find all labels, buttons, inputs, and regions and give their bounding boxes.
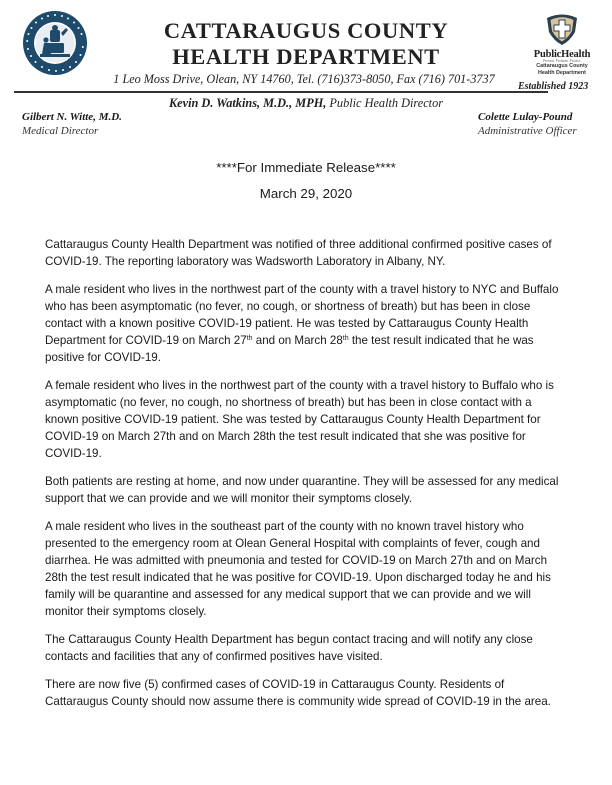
ordinal-suffix: th [246, 335, 253, 342]
release-date: March 29, 2020 [259, 186, 353, 201]
paragraph-intro: Cattaraugus County Health Department was notified of three additional confirmed positive cases of COVID-19. The reporting laboratory was Wadsworth Laboratory in Albany, NY. [45, 238, 552, 268]
medical-director-block [22, 110, 122, 138]
ordinal-suffix: th [342, 335, 349, 342]
release-heading: ****For Immediate Release**** [216, 160, 396, 175]
administrative-officer-block [478, 110, 577, 138]
director-title: Public Health Director [326, 96, 444, 110]
case1-text-c: the test result indicated that he was positive for COVID-19. [45, 334, 534, 364]
public-health-logo [520, 12, 604, 77]
established-year: Established 1923 [518, 81, 589, 92]
medical-director-role: Medical Director [22, 125, 99, 137]
public-health-tagline: Prevent. Promote. Protect. [543, 59, 581, 63]
paragraph-case-2: A female resident who lives in the northwest part of the county with a travel history to Buffalo who is asymptomatic (no fever, no cough, no shortness of breath) but has been in close contact with a known positive COVID-19 patient. She was tested by Cattaraugus County Health Department for COVID-19 on March 27th and on March 28th the test result indicated that she was positive for COVID-19. [45, 379, 554, 460]
paragraph-quarantine: Both patients are resting at home, and now under quarantine. They will be assessed for any medical support that we can provide and we will monitor their symptoms closely. [45, 475, 559, 505]
administrative-officer-name: Colette Lulay-Pound [478, 111, 573, 123]
paragraph-case-1 [45, 281, 565, 366]
paragraph-contact-tracing: The Cattaraugus County Health Department has begun contact tracing and will notify any close contacts and facilities that any of confirmed positives have visited. [45, 633, 533, 663]
paragraph-case-3: A male resident who lives in the southeast part of the county with no known travel history who presented to the emergency room at Olean General Hospital with complaints of fever, cough and diarrhea. He was admitted with pneumonia and tested for COVID-19 on March 27th and on March 28th the test result indicated that he was positive for COVID-19. Upon discharged today he and his family will be quarantine and assessed for any medical support that we can provide and we will monitor their symptoms closely. [45, 520, 551, 618]
medical-director-name: Gilbert N. Witte, M.D. [22, 111, 122, 123]
department-title-line2: HEALTH DEPARTMENT [172, 44, 440, 69]
shield-cross-icon [544, 12, 580, 46]
logo-org-line1: Cattaraugus County [536, 63, 588, 69]
administrative-officer-role: Administrative Officer [478, 125, 577, 137]
case1-text-b: and on March 28 [252, 334, 343, 347]
department-title-line1: CATTARAUGUS COUNTY [163, 18, 449, 43]
public-health-wordmark: PublicHealth [533, 49, 591, 60]
press-release-body [45, 236, 565, 721]
paragraph-case-total: There are now five (5) confirmed cases of COVID-19 in Cattaraugus County. Residents of Cattaraugus County should now assume there is community wide spread of COVID-19 in the area. [45, 678, 551, 708]
director-name: Kevin D. Watkins, M.D., MPH, [168, 96, 327, 110]
director-line [0, 96, 612, 111]
department-address: 1 Leo Moss Drive, Olean, NY 14760, Tel. (716)373-8050, Fax (716) 701-3737 [113, 72, 495, 86]
logo-org-line2: Health Department [538, 70, 586, 76]
header-divider [14, 91, 548, 93]
case1-text-a: A male resident who lives in the northwest part of the county with a travel history to NYC and Buffalo who has been asymptomatic (no fever, no cough, or shortness of breath) but has been in close contact with a known positive COVID-19 patient. He was tested by Cattaraugus County Health Department for COVID-19 on March 27 [45, 283, 559, 347]
